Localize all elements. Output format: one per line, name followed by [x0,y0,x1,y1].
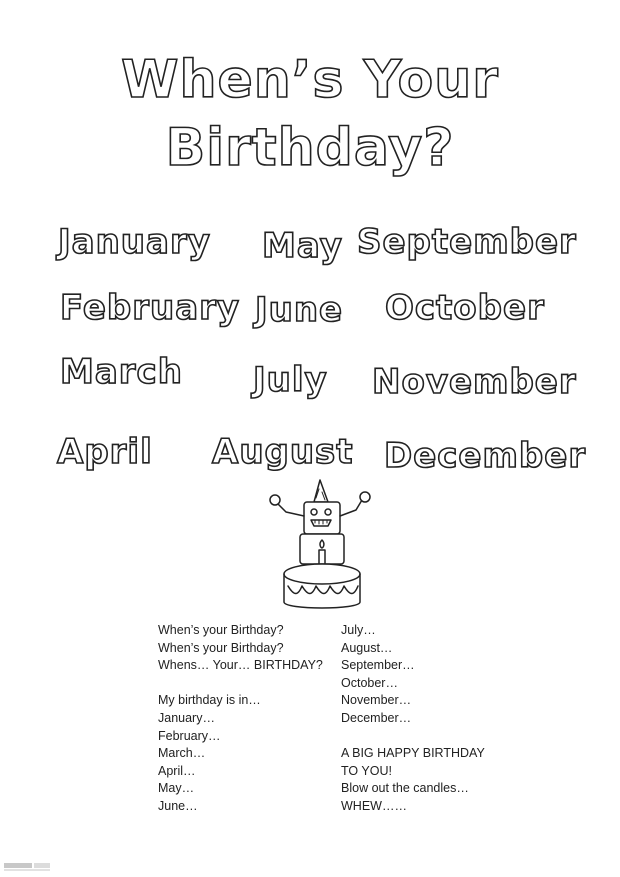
lyric-line: A BIG HAPPY BIRTHDAY [341,746,485,761]
lyric-line: August… [341,640,393,655]
month-june: June [255,290,344,330]
lyric-line [158,675,323,693]
month-january: January [58,222,211,262]
lyrics-left-column [158,622,323,816]
month-may: May [262,226,343,266]
month-october: October [385,288,545,328]
month-september: September [357,222,577,262]
month-march: March [60,352,183,392]
lyric-line: June… [158,798,198,813]
lyric-line: Blow out the candles… [341,781,469,796]
lyric-line: March… [158,746,206,761]
lyric-line: My birthday is in… [158,693,261,708]
title-line-2: Birthday? [165,118,455,178]
lyric-line: When’s your Birthday? [158,623,284,637]
lyric-line: January… [158,710,215,725]
title-line-1: When’s Your [121,50,499,110]
lyric-line: July… [341,623,376,637]
month-april: April [57,432,153,472]
month-february: February [60,288,241,328]
lyrics-right-column [341,622,485,816]
lyric-line: WHEW…… [341,798,407,813]
lyric-line: December… [341,710,412,725]
month-august: August [212,432,354,472]
publisher-logo [4,863,66,873]
lyric-line: September… [341,658,415,673]
lyric-line: TO YOU! [341,763,392,778]
birthday-cake-monster-illustration [258,478,374,614]
lyric-line: April… [158,763,196,778]
lyric-line: October… [341,675,398,690]
month-december: December [384,436,587,476]
lyric-line [341,728,485,746]
month-july: July [253,360,328,400]
lyric-line: February… [158,728,221,743]
month-november: November [372,362,577,402]
lyric-line: Whens… Your… BIRTHDAY? [158,658,323,673]
lyric-line: November… [341,693,412,708]
lyric-line: May… [158,781,195,796]
lyric-line: When’s your Birthday? [158,640,284,655]
